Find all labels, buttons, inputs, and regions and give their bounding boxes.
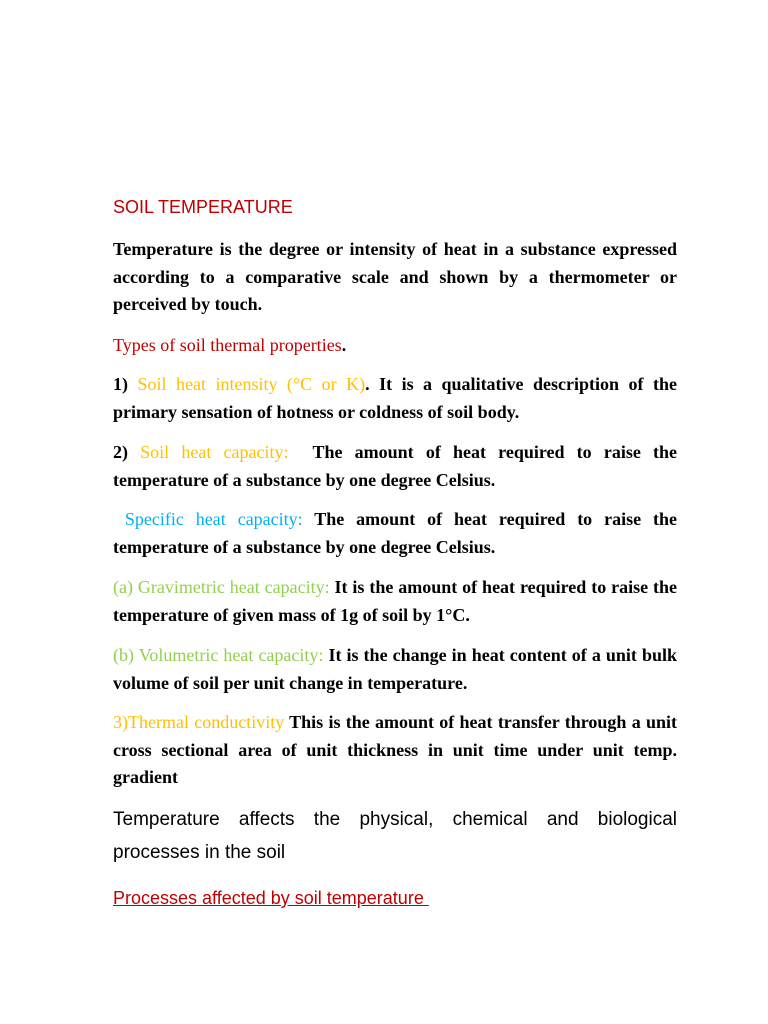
specific-heat-paragraph (113, 506, 677, 561)
list-item-heat-capacity (113, 439, 682, 494)
thermal-conductivity-paragraph (113, 709, 677, 792)
page-title: SOIL TEMPERATURE (113, 197, 293, 217)
item-number: 1) (113, 374, 138, 394)
gravimetric-text: It is the amount of heat required to raise the temperature of given mass of 1g of soil by 1°C. (113, 577, 677, 625)
thermal-term: 3)Thermal conductivity (113, 712, 285, 732)
types-heading-label: Types of soil thermal properties (113, 335, 342, 355)
types-heading-suffix: . (341, 335, 347, 355)
item-term: Soil heat intensity (°C or K) (137, 374, 366, 394)
item-text: The amount of heat required to raise the temperature of a substance by one degree Celsius. (113, 442, 682, 490)
item-text: . It is a qualitative description of the primary sensation of hotness or coldness of soil body. (113, 374, 677, 422)
definition-paragraph: Temperature is the degree or intensity of heat in a substance expressed according to a comparative scale and shown by a thermometer or perceived by touch. (113, 239, 677, 314)
thermal-text: This is the amount of heat transfer through a unit cross sectional area of unit thickness in unit time under unit temp. gradient (113, 712, 677, 787)
specific-heat-text: The amount of heat required to raise the temperature of a substance by one degree Celsius. (113, 509, 677, 557)
item-term: Soil heat capacity: (140, 442, 289, 462)
gravimetric-term: (a) Gravimetric heat capacity: (113, 577, 330, 597)
processes-heading: Processes affected by soil temperature (113, 888, 429, 908)
volumetric-paragraph (113, 642, 677, 697)
volumetric-text: It is the change in heat content of a unit bulk volume of soil per unit change in temperature. (113, 645, 677, 693)
gravimetric-paragraph (113, 574, 677, 629)
summary-paragraph: Temperature affects the physical, chemical and biological processes in the soil (113, 809, 677, 863)
types-heading (113, 332, 677, 360)
item-number: 2) (113, 442, 141, 462)
volumetric-term: (b) Volumetric heat capacity: (113, 645, 324, 665)
list-item-heat-intensity (113, 371, 677, 426)
specific-heat-term: Specific heat capacity: (113, 509, 303, 529)
